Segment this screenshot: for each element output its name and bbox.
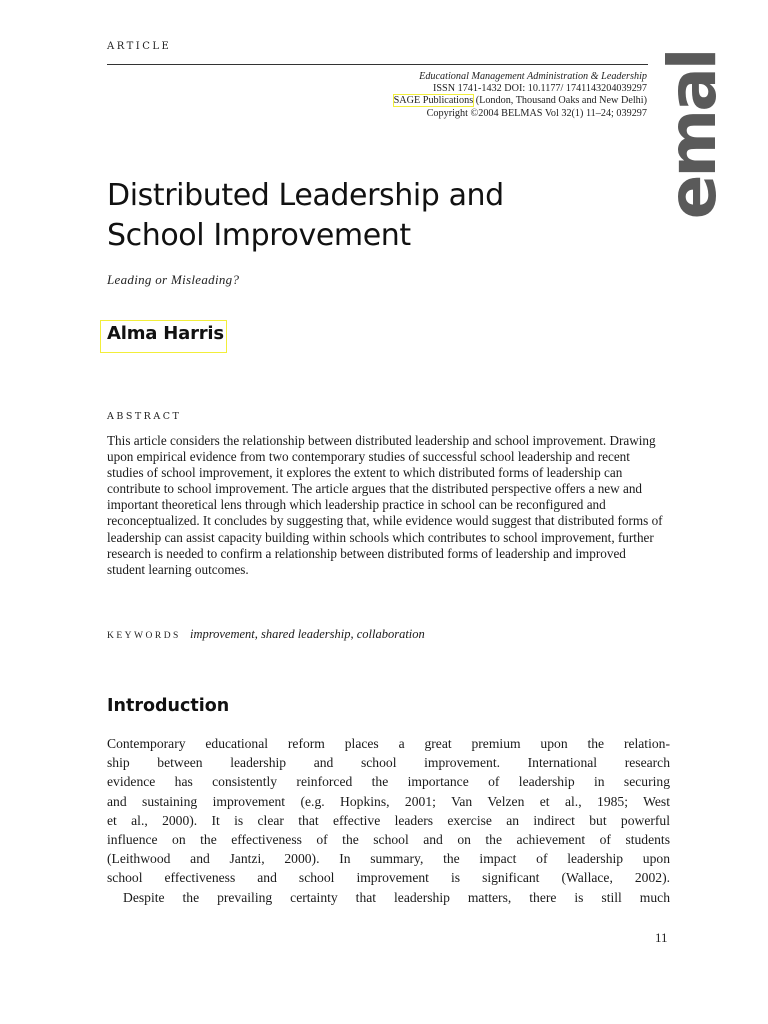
- issn-doi: ISSN 1741-1432 DOI: 10.1177/ 1741143204039297: [432, 83, 647, 95]
- publisher-location: (London, Thousand Oaks and New Delhi): [475, 95, 647, 107]
- text-line: (Leithwood and Jantzi, 2000). In summary, the impact of leadership upon: [107, 851, 670, 867]
- text-line: Contemporary educational reform places a great premium upon the relation-: [107, 736, 670, 751]
- text-line: evidence has consistently reinforced the importance of leadership in securing: [107, 774, 670, 790]
- keywords-label: KEYWORDS: [107, 631, 181, 641]
- abstract-label: ABSTRACT: [107, 411, 182, 422]
- text-line: ship between leadership and school improvement. International research: [107, 755, 670, 771]
- copyright: Copyright ©2004 BELMAS Vol 32(1) 11–24; 039297: [426, 107, 647, 119]
- journal-name: Educational Management Administration & Leadership: [419, 71, 647, 82]
- text-line: and sustaining improvement (e.g. Hopkins, 2001; Van Velzen et al., 1985; West: [107, 793, 670, 809]
- publisher-line: [394, 95, 647, 107]
- text-line: school effectiveness and school improvement is significant (Wallace, 2002).: [107, 870, 670, 886]
- emal-logo-icon: [654, 32, 731, 238]
- keywords-list: improvement, shared leadership, collaboration: [189, 627, 425, 641]
- emal-logo-text: emal: [654, 50, 731, 220]
- section-heading-introduction: Introduction: [107, 696, 230, 716]
- text-line: et al., 2000). It is clear that effective leaders exercise an indirect but powerful: [107, 812, 670, 828]
- text-line: Despite the prevailing certainty that leadership matters, there is still much: [123, 889, 670, 905]
- journal-info: [394, 71, 647, 120]
- title-line-2: School Improvement: [107, 218, 411, 253]
- text-line: influence on the effectiveness of the school and on the achievement of students: [107, 832, 670, 848]
- header-rule: [107, 64, 648, 65]
- abstract-text: This article considers the relationship between distributed leadership and school improvement. Drawing upon empirical evidence from two contemporary studies of successful school leadership and recent studies of school improvement, it explores the extent to which distributed forms of leadership can contribute to school improvement. The article argues that the distributed perspective offers a new and important theoretical lens through which leadership practice in school can be reconfigured and reconceptualized. It concludes by suggesting that, while evidence would suggest that distributed forms of leadership can assist capacity building within schools which contributes to school improvement, further research is needed to confirm a relationship between distributed forms of leadership and improved student learning outcomes.: [107, 433, 663, 577]
- article-title: [107, 176, 667, 256]
- publisher-name[interactable]: SAGE Publications: [393, 95, 474, 107]
- author-name[interactable]: Alma Harris: [107, 323, 224, 344]
- page-number: 11: [655, 930, 668, 945]
- article-type-label: ARTICLE: [107, 41, 172, 52]
- keywords: [107, 627, 425, 642]
- introduction-text: [107, 734, 670, 907]
- article-subtitle: Leading or Misleading?: [107, 272, 240, 287]
- title-line-1: Distributed Leadership and: [107, 178, 504, 213]
